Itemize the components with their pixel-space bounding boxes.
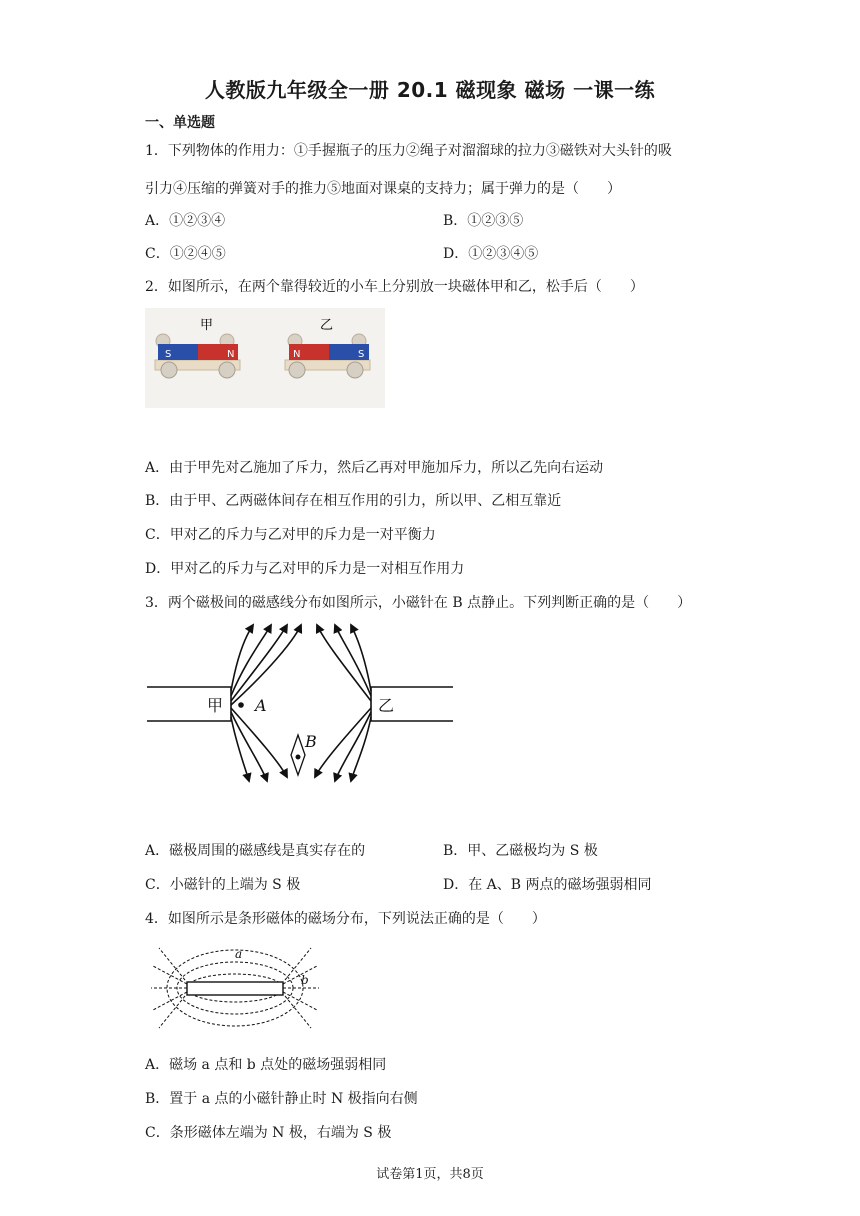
- label-jia: 甲: [200, 318, 214, 333]
- q3-option-b[interactable]: B．甲、乙磁极均为 S 极: [443, 843, 598, 859]
- pole-label: N: [293, 349, 301, 360]
- magnet-jia-s: [158, 344, 198, 360]
- q1-option-a[interactable]: A．①②③④: [145, 213, 226, 229]
- q4-stem: 4．如图所示是条形磁体的磁场分布，下列说法正确的是（ ）: [145, 911, 546, 927]
- q2-option-d[interactable]: D．甲对乙的斥力与乙对甲的斥力是一对相互作用力: [145, 561, 465, 577]
- pole-label: N: [227, 349, 235, 360]
- q4-option-b[interactable]: B．置于 a 点的小磁针静止时 N 极指向右侧: [145, 1091, 418, 1107]
- q3-stem: 3．两个磁极间的磁感线分布如图所示，小磁针在 B 点静止。下列判断正确的是（ ）: [145, 595, 692, 611]
- q1-option-d[interactable]: D．①②③④⑤: [443, 246, 539, 262]
- q1-stem-line2: 引力④压缩的弹簧对手的推力⑤地面对课桌的支持力；属于弹力的是（ ）: [145, 181, 621, 197]
- q2-figure-carts: [145, 308, 385, 412]
- q1-option-c[interactable]: C．①②④⑤: [145, 246, 226, 262]
- q1-stem-line1: 1．下列物体的作用力：①手握瓶子的压力②绳子对溜溜球的拉力③磁铁对大头针的吸: [145, 143, 672, 159]
- q4-option-c[interactable]: C．条形磁体左端为 N 极，右端为 S 极: [145, 1125, 392, 1141]
- point-a-label: A: [255, 696, 267, 715]
- q2-option-b[interactable]: B．由于甲、乙两磁体间存在相互作用的引力，所以甲、乙相互靠近: [145, 493, 562, 509]
- label-yi: 乙: [320, 318, 334, 333]
- section-heading: 一、单选题: [145, 115, 215, 131]
- q2-stem: 2．如图所示，在两个靠得较近的小车上分别放一块磁体甲和乙，松手后（ ）: [145, 279, 644, 295]
- point-a-dot: [238, 702, 244, 708]
- q3-option-a[interactable]: A．磁极周围的磁感线是真实存在的: [145, 843, 366, 859]
- page-footer: 试卷第1页，共8页: [376, 1167, 484, 1182]
- point-b-label: b: [301, 973, 309, 987]
- point-a-label: a: [235, 947, 243, 961]
- q2-option-c[interactable]: C．甲对乙的斥力与乙对甲的斥力是一对平衡力: [145, 527, 436, 543]
- label-jia: 甲: [207, 696, 224, 715]
- bar-magnet: [187, 982, 283, 995]
- pole-label: S: [358, 349, 365, 360]
- q1-option-b[interactable]: B．①②③⑤: [443, 213, 524, 229]
- pole-label: S: [165, 349, 172, 360]
- q4-option-a[interactable]: A．磁场 a 点和 b 点处的磁场强弱相同: [145, 1057, 387, 1073]
- label-yi: 乙: [378, 696, 395, 715]
- point-b-label: B: [305, 732, 317, 751]
- page-title: 人教版九年级全一册 20.1 磁现象 磁场 一课一练: [204, 78, 656, 102]
- q4-figure-bar-magnet-field: [145, 936, 325, 1044]
- q3-figure-field-lines: [145, 617, 455, 801]
- q3-option-c[interactable]: C．小磁针的上端为 S 极: [145, 877, 301, 893]
- q3-option-d[interactable]: D．在 A、B 两点的磁场强弱相同: [443, 877, 652, 893]
- q2-option-a[interactable]: A．由于甲先对乙施加了斥力，然后乙再对甲施加斥力，所以乙先向右运动: [145, 460, 604, 476]
